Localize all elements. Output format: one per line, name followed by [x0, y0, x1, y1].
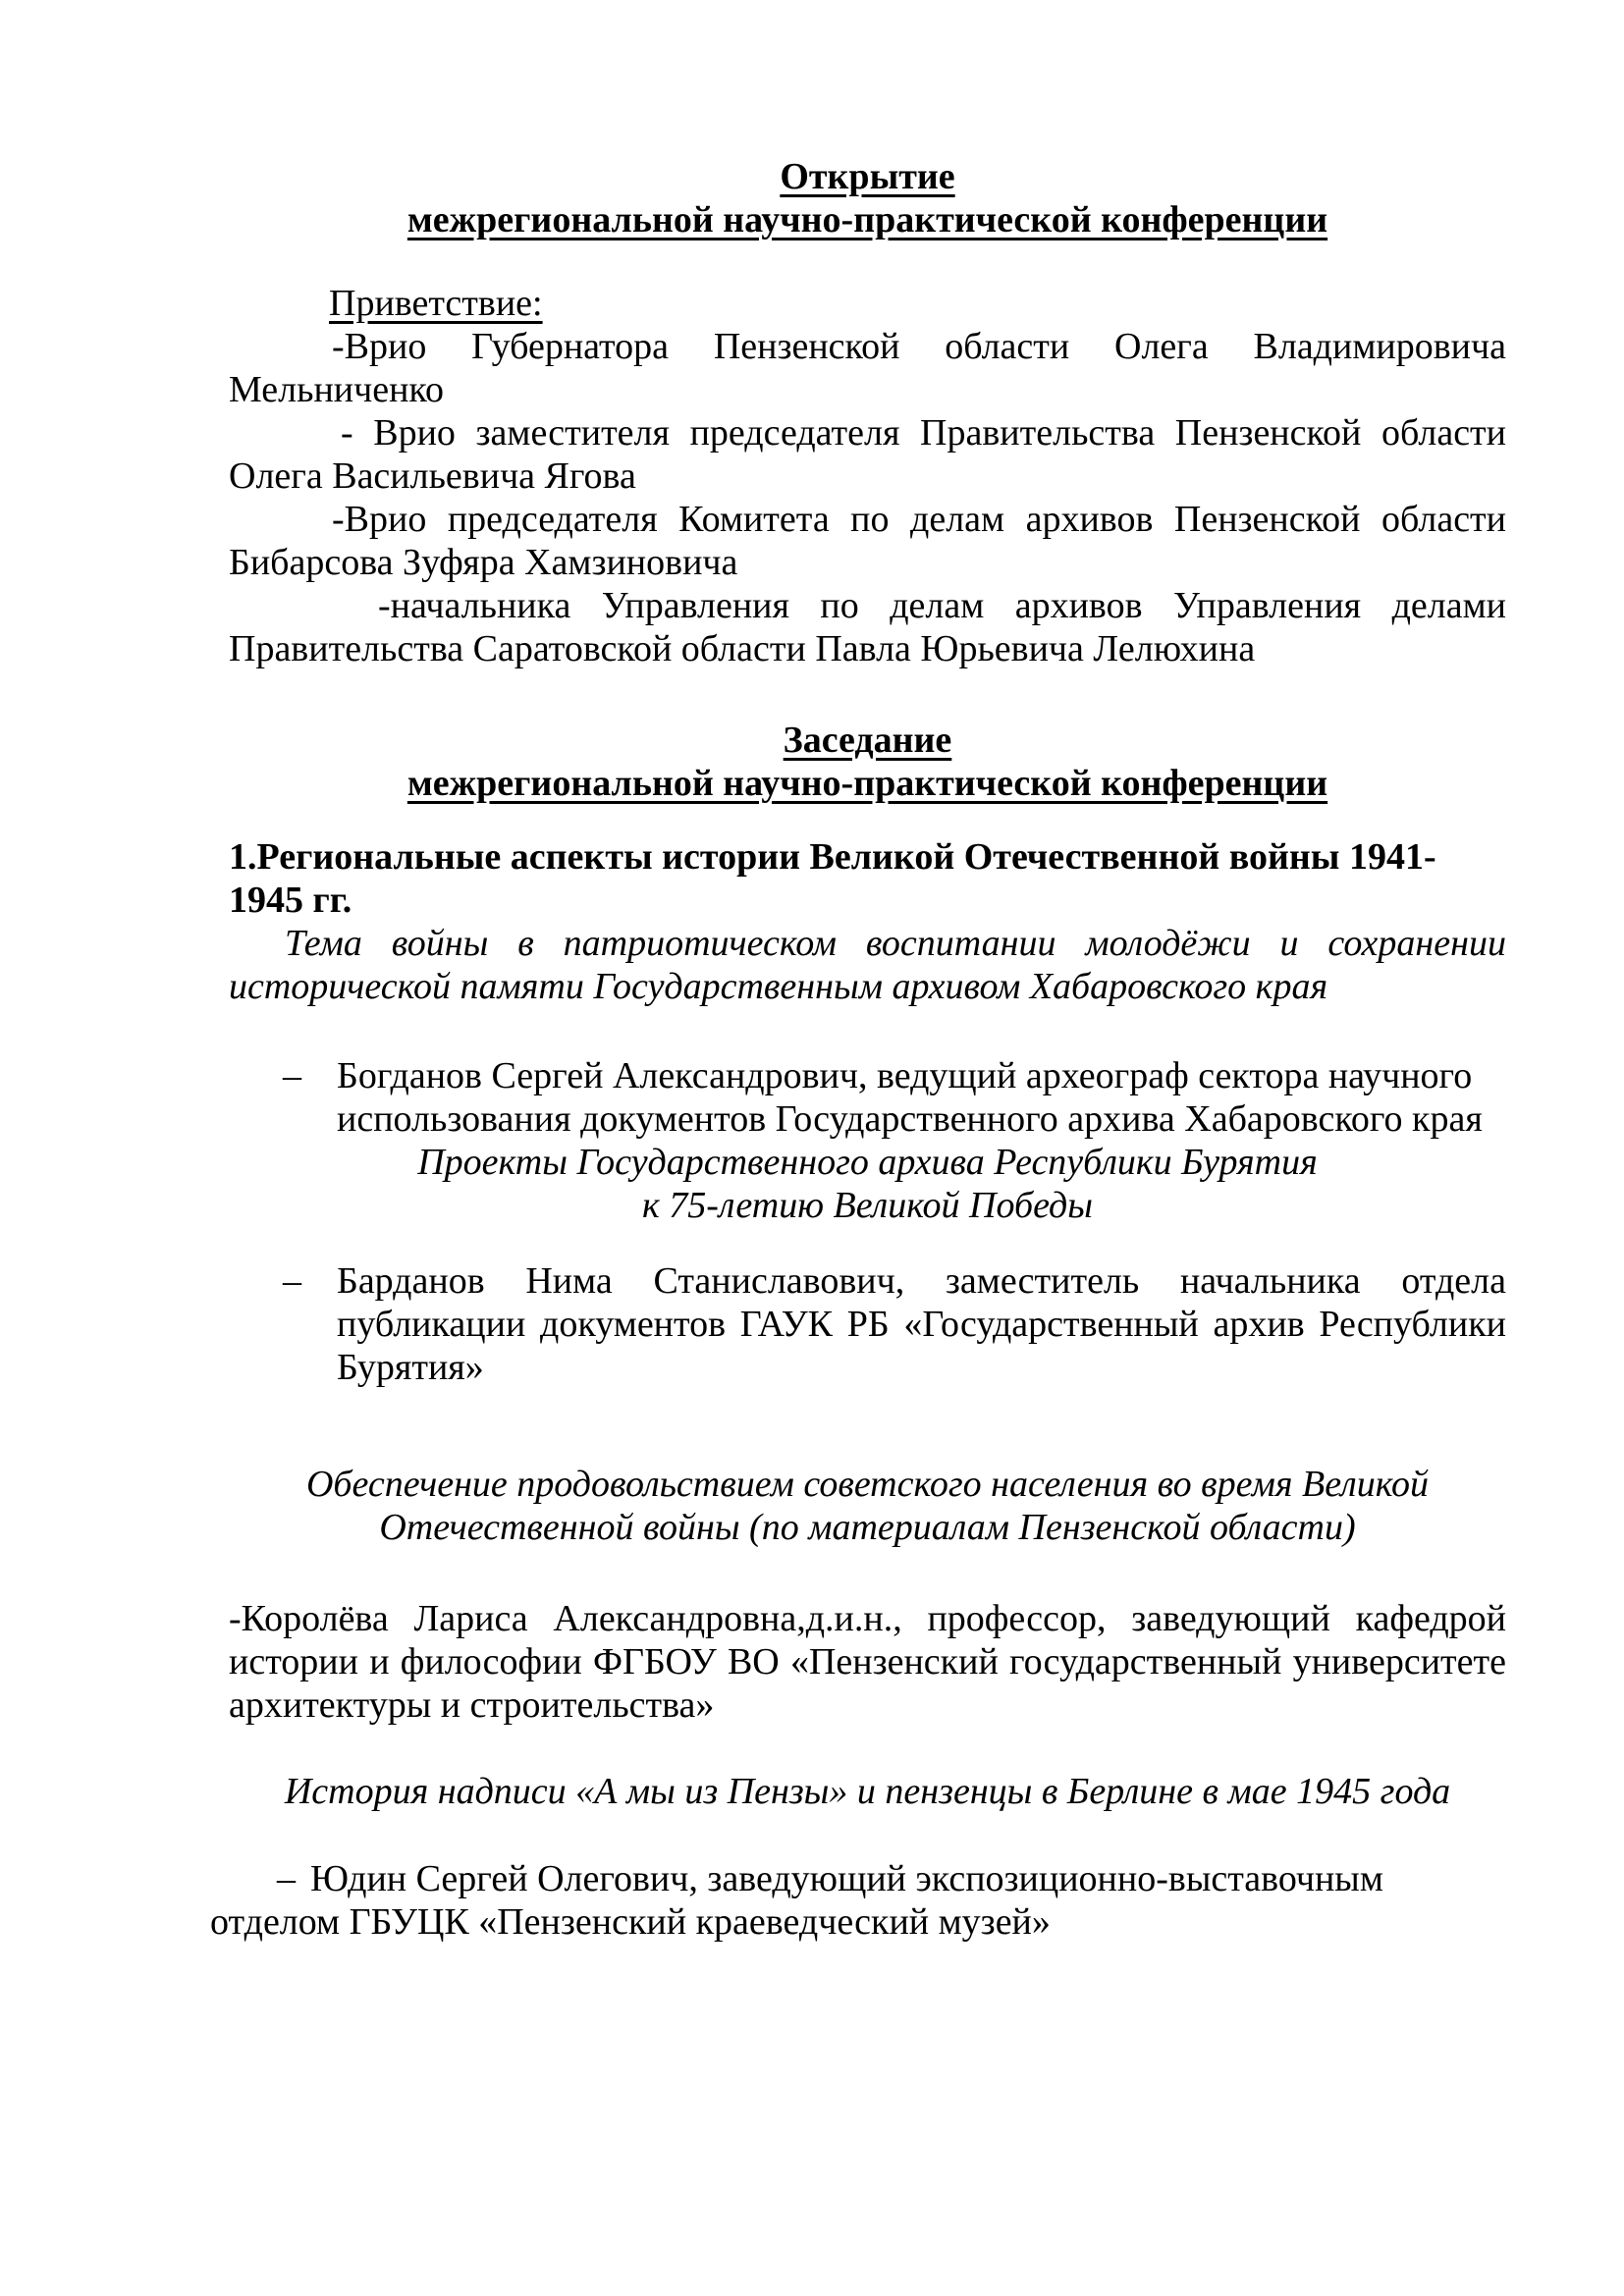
greeter-vrio-predsedatelya: -Врио председателя Комитета по делам архивов Пензенской области Бибарсова Зуфяра Хамзиновича [229, 499, 1506, 583]
speaker-item-yudin [210, 1857, 1506, 1944]
speaker-item-bardanov [229, 1259, 1506, 1389]
report-topic-prodovolstvie: Обеспечение продовольствием советского населения во время Великой Отечественной войны (по материалам Пензенской области) [305, 1464, 1430, 1548]
speaker-text: Юдин Сергей Олегович, заведующий экспозиционно-выставочным отделом ГБУЦК «Пензенский краеведческий музей» [210, 1858, 1383, 1943]
speaker-text: Барданов Нима Станиславович, заместитель начальника отдела публикации документов ГАУК РБ «Государственный архив Республики Бурятия» [337, 1260, 1506, 1388]
greeter-vrio-gubernatora: -Врио Губернатора Пензенской области Олега Владимировича Мельниченко [229, 326, 1506, 410]
opening-title-line2: межрегиональной научно-практической конференции [406, 199, 1328, 240]
speaker-text: Богданов Сергей Александрович, ведущий археограф сектора научного использования документов Государственного архива Хабаровского края [337, 1055, 1483, 1140]
list-dash-icon: – [277, 1858, 296, 1899]
report-topic-buryatia [229, 1141, 1506, 1227]
opening-title [229, 155, 1506, 241]
report-topic-buryatia-line2: к 75-летию Великой Победы [641, 1185, 1093, 1226]
section-1-heading: 1.Региональные аспекты истории Великой Отечественной войны 1941-1945 гг. [229, 836, 1436, 921]
report-topic-khabarovsk: Тема войны в патриотическом воспитании молодёжи и сохранении исторической памяти Государственным архивом Хабаровского края [229, 923, 1506, 1007]
speaker-item-bogdanov [229, 1054, 1506, 1141]
session-title-line1: Заседание [783, 720, 952, 761]
opening-title-line1: Открытие [780, 156, 955, 197]
session-title [229, 719, 1506, 805]
greeting-label: Приветствие: [329, 283, 543, 324]
list-dash-icon: – [283, 1055, 301, 1096]
report-topic-penza-berlin: История надписи «А мы из Пензы» и пензенцы в Берлине в мае 1945 года [284, 1771, 1451, 1812]
list-dash-icon: – [283, 1260, 301, 1302]
speaker-paragraph-koroleva: -Королёва Лариса Александровна,д.и.н., профессор, заведующий кафедрой истории и философии ФГБОУ ВО «Пензенский государственный университете архитектуры и строительства» [229, 1598, 1506, 1726]
greeter-vrio-zamestitelya: - Врио заместителя председателя Правительства Пензенской области Олега Васильевича Ягова [229, 412, 1506, 497]
greeter-nachalnika-upravleniya: -начальника Управления по делам архивов Управления делами Правительства Саратовской области Павла Юрьевича Лелюхина [229, 585, 1506, 669]
session-title-line2: межрегиональной научно-практической конференции [406, 763, 1328, 804]
report-topic-buryatia-line1: Проекты Государственного архива Республики Бурятия [417, 1142, 1318, 1183]
